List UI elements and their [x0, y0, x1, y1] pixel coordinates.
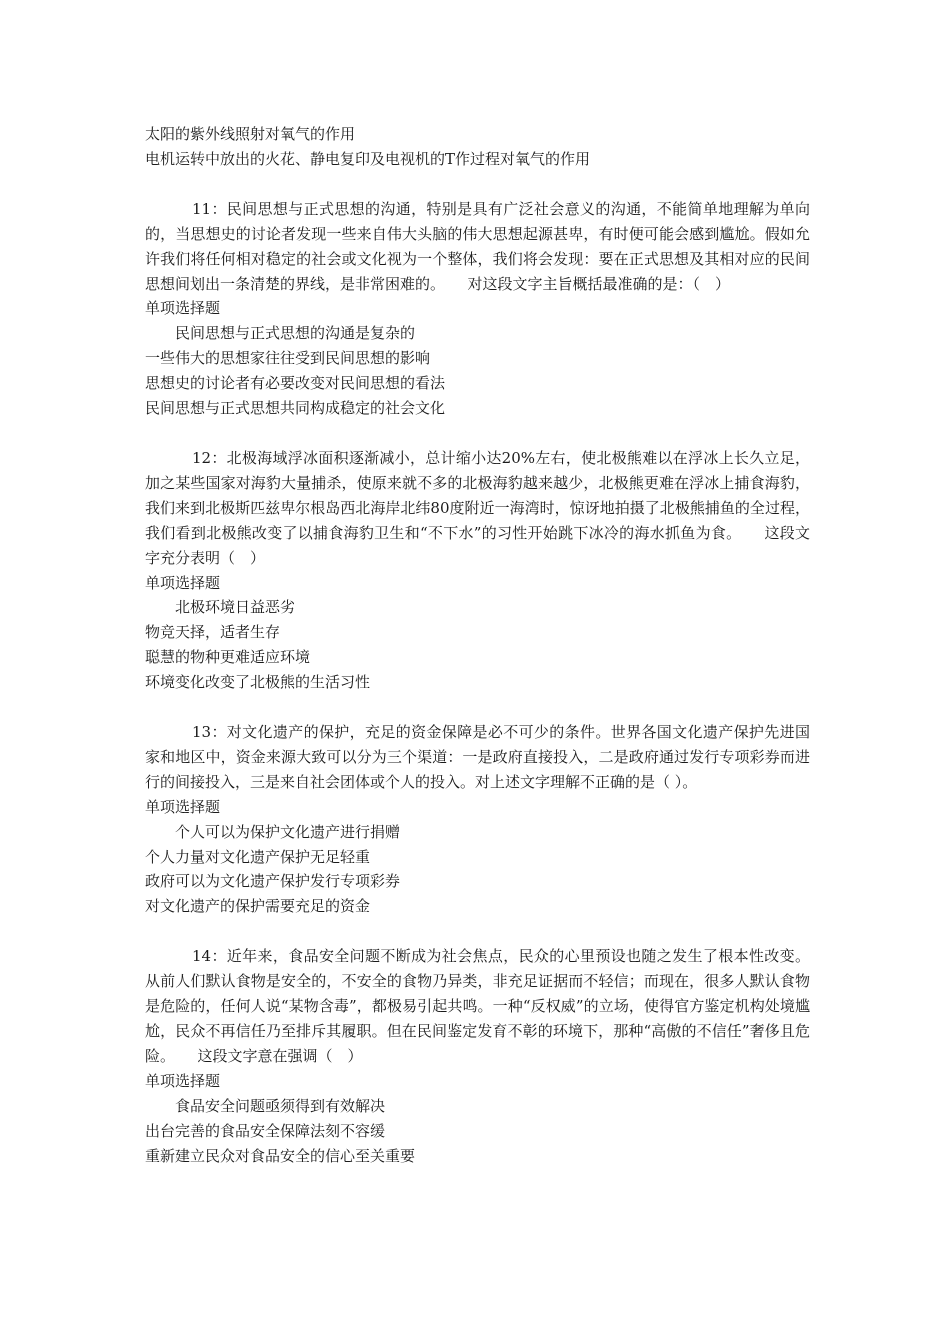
answer-option: 环境变化改变了北极熊的生活习性: [145, 673, 371, 692]
question-block: [145, 944, 810, 1168]
answer-option: 对文化遗产的保护需要充足的资金: [145, 897, 371, 916]
intro-line: 电机运转中放出的火花、静电复印及电视机的T作过程对氧气的作用: [145, 149, 591, 168]
question-type-label: 单项选择题: [145, 1071, 221, 1090]
answer-option: 思想史的讨论者有必要改变对民间思想的看法: [145, 374, 446, 393]
answer-option: 个人可以为保护文化遗产进行捐赠: [175, 822, 401, 841]
question-block: [145, 197, 810, 421]
question-type-label: 单项选择题: [145, 797, 221, 816]
question-type-label: 单项选择题: [145, 299, 221, 318]
question-text: 12：北极海域浮冰面积逐渐减小，总计缩小达20%左右，使北极熊难以在浮冰上长久立足，加之某些国家对海豹大量捕杀，使原来就不多的北极海豹越来越少，北极熊更难在浮冰上捕食海豹，我们来到北极斯匹兹卑尔根岛西北海岸北纬80度附近一海湾时，惊讶地拍摄了北极熊捕鱼的全过程，我们看到北极熊改变了以捕食海豹卫生和“不下水”的习性开始跳下冰冷的海水抓鱼为食。 这段文字充分表明（ ）: [145, 448, 810, 567]
answer-option: 物竞天择，适者生存: [145, 623, 281, 642]
answer-option: 政府可以为文化遗产保护发行专项彩券: [145, 872, 401, 891]
answer-option: 民间思想与正式思想共同构成稳定的社会文化: [145, 399, 446, 418]
question-block: [145, 720, 810, 919]
question-text: 14：近年来，食品安全问题不断成为社会焦点，民众的心里预设也随之发生了根本性改变。从前人们默认食物是安全的，不安全的食物乃异类，非充足证据而不轻信；而现在，很多人默认食物是危险的，任何人说“某物含毒”，都极易引起共鸣。一种“反权威”的立场，使得官方鉴定机构处境尴尬，民众不再信任乃至排斥其履职。但在民间鉴定发育不彰的环境下，那种“高傲的不信任”奢侈且危险。 这段文字意在强调（ ）: [145, 947, 810, 1065]
question-type-label: 单项选择题: [145, 573, 221, 592]
answer-option: 北极环境日益恶劣: [175, 598, 296, 617]
answer-option: 个人力量对文化遗产保护无足轻重: [145, 847, 371, 866]
document-body: [145, 122, 810, 1168]
answer-option: 一些伟大的思想家往往受到民间思想的影响: [145, 349, 431, 368]
answer-option: 出台完善的食品安全保障法刻不容缓: [145, 1121, 386, 1140]
question-block: [145, 446, 810, 695]
answer-option: 食品安全问题亟须得到有效解决: [175, 1096, 386, 1115]
answer-option: 民间思想与正式思想的沟通是复杂的: [175, 324, 416, 343]
answer-option: 聪慧的物种更难适应环境: [145, 648, 311, 667]
answer-option: 重新建立民众对食品安全的信心至关重要: [145, 1146, 416, 1165]
intro-line: 太阳的紫外线照射对氧气的作用: [145, 125, 356, 143]
question-text: 13：对文化遗产的保护，充足的资金保障是必不可少的条件。世界各国文化遗产保护先进国家和地区中，资金来源大致可以分为三个渠道：一是政府直接投入，二是政府通过发行专项彩券而进行的间接投入，三是来自社会团体或个人的投入。对上述文字理解不正确的是（ ）。: [145, 723, 810, 791]
question-text: 11：民间思想与正式思想的沟通，特别是具有广泛社会意义的沟通，不能简单地理解为单向的，当思想史的讨论者发现一些来自伟大头脑的伟大思想起源甚卑，有时便可能会感到尴尬。假如允许我们将任何相对稳定的社会或文化视为一个整体，我们将会发现：要在正式思想及其相对应的民间思想间划出一条清楚的界线，是非常困难的。 对这段文字主旨概括最准确的是：（ ）: [145, 199, 810, 293]
